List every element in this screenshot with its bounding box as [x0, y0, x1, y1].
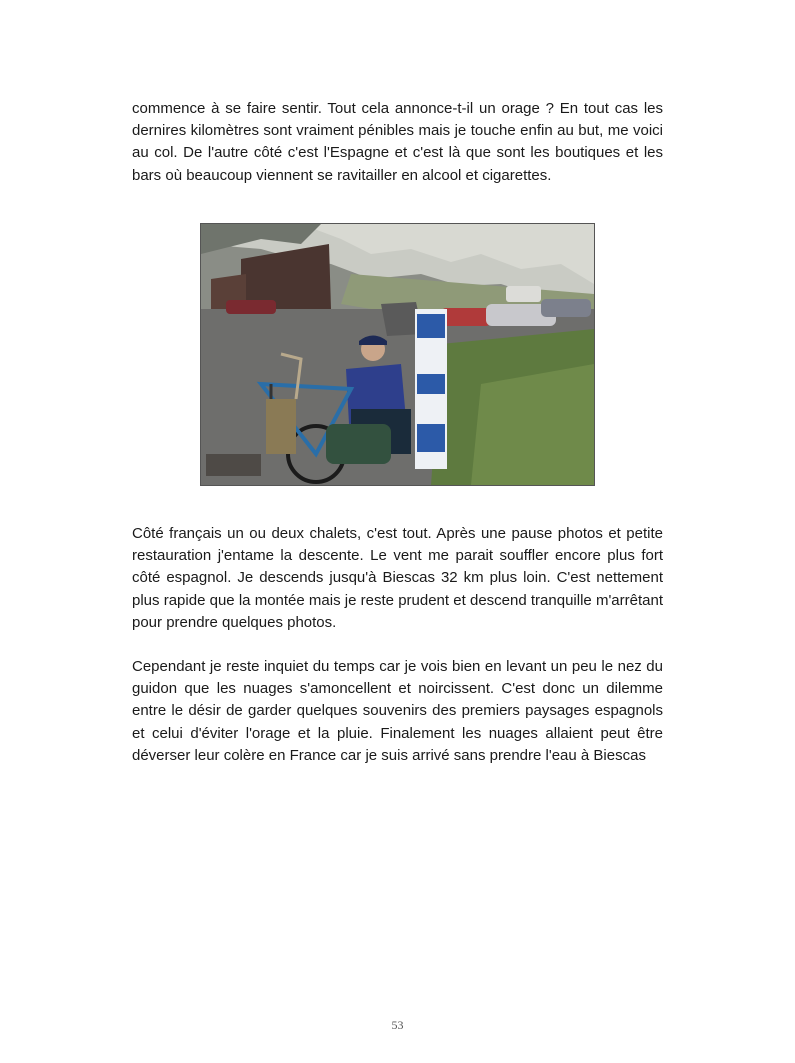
paragraph-2: Côté français un ou deux chalets, c'est tout. Après une pause photos et petite restauration j'entame la descente. Le vent me parait souffler encore plus fort côté espagnol. Je descends jusqu'à Biescas 32 km plus loin. C'est nettement plus rapide que la montée mais je reste prudent et descend tranquille m'arrêtant pour prendre quelques photos.	[132, 525, 663, 631]
col-photo	[200, 223, 595, 486]
paragraph-3: Cependant je reste inquiet du temps car je vois bien en levant un peu le nez du guidon que les nuages s'amoncellent et noircissent. C'est donc un dilemme entre le désir de garder quelques souvenirs des premiers paysages espagnols et celui d'éviter l'orage et la pluie. Finalement les nuages allaient peut être déverser leur colère en France car je suis arrivé sans prendre l'eau à Biescas	[132, 658, 663, 764]
page-number: 53	[391, 1018, 404, 1032]
paragraph-1: commence à se faire sentir. Tout cela annonce-t-il un orage ? En tout cas les dernires kilomètres sont vraiment pénibles mais je touche enfin au but, me voici au col. De l'autre côté c'est l'Espagne et c'est là que sont les boutiques et les bars où beaucoup viennent se ravitailler en alcool et cigarettes.	[132, 100, 663, 184]
